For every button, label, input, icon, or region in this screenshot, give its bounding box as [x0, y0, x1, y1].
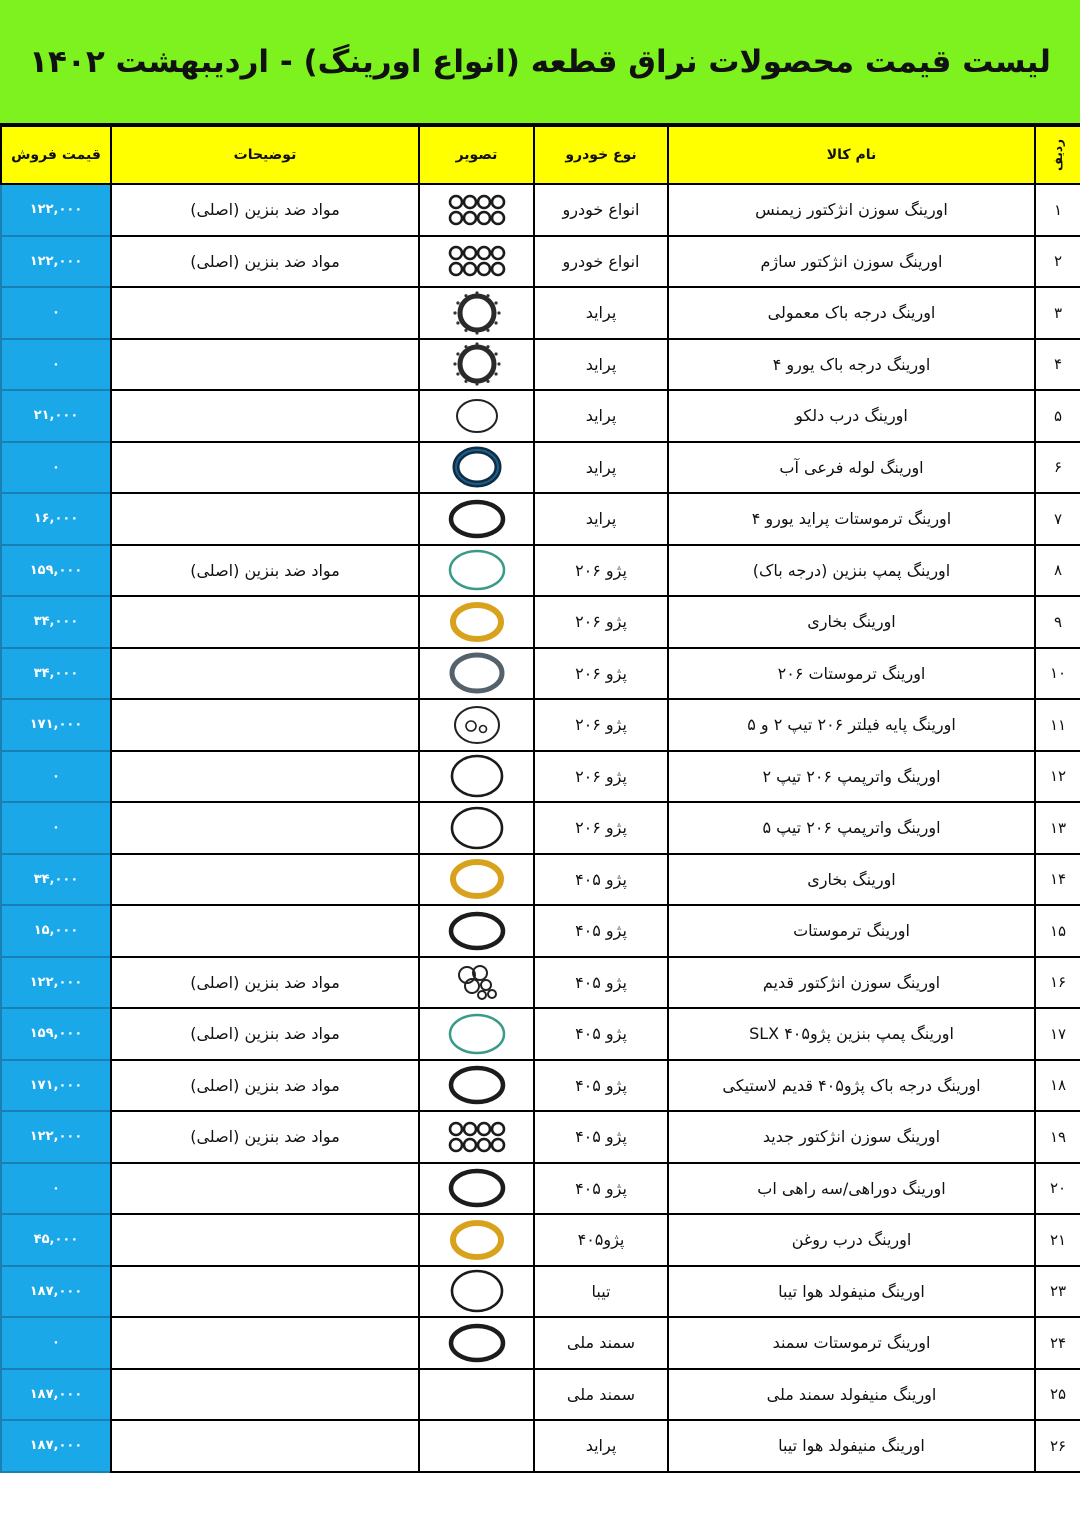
row-number: ۷ [1035, 493, 1080, 545]
description [111, 390, 419, 442]
price-table [0, 125, 1080, 1473]
header-description: توضیحات [111, 126, 419, 184]
vehicle-type: سمند ملی [534, 1369, 668, 1421]
product-name: اورینگ درجه باک پژو۴۰۵ قدیم لاستیکی [668, 1060, 1035, 1112]
sale-price: ۰ [1, 751, 111, 803]
product-name: اورینگ پمپ بنزین (درجه باک) [668, 545, 1035, 597]
row-number: ۱ [1035, 184, 1080, 236]
product-name: اورینگ واترپمپ ۲۰۶ تیپ ۵ [668, 802, 1035, 854]
product-name: اورینگ درب روغن [668, 1214, 1035, 1266]
sale-price: ۱۲۲,۰۰۰ [1, 957, 111, 1009]
description [111, 1266, 419, 1318]
vehicle-type: پژو ۴۰۵ [534, 854, 668, 906]
yellow-oring-icon [420, 599, 533, 645]
description [111, 339, 419, 391]
vehicle-type: سمند ملی [534, 1317, 668, 1369]
gray-oring-icon [420, 650, 533, 696]
gasket-ring-icon [420, 341, 533, 387]
product-name: اورینگ درب دلکو [668, 390, 1035, 442]
product-name: اورینگ بخاری [668, 596, 1035, 648]
large-oring-icon [420, 753, 533, 799]
row-number: ۱۳ [1035, 802, 1080, 854]
row-number: ۲۰ [1035, 1163, 1080, 1215]
sale-price: ۰ [1, 287, 111, 339]
header-vehicle-type: نوع خودرو [534, 126, 668, 184]
product-image [419, 1266, 534, 1318]
row-number: ۲ [1035, 236, 1080, 288]
product-image [419, 390, 534, 442]
description: مواد ضد بنزین (اصلی) [111, 545, 419, 597]
product-name: اورینگ پایه فیلتر ۲۰۶ تیپ ۲ و ۵ [668, 699, 1035, 751]
row-number: ۲۳ [1035, 1266, 1080, 1318]
sale-price: ۰ [1, 802, 111, 854]
sale-price: ۱۲۲,۰۰۰ [1, 184, 111, 236]
product-image [419, 905, 534, 957]
product-name: اورینگ ترموستات ۲۰۶ [668, 648, 1035, 700]
vehicle-type: انواع خودرو [534, 236, 668, 288]
table-header-row [1, 126, 1080, 184]
product-image [419, 957, 534, 1009]
row-number: ۵ [1035, 390, 1080, 442]
row-number: ۶ [1035, 442, 1080, 494]
sale-price: ۱۵۹,۰۰۰ [1, 1008, 111, 1060]
product-name: اورینگ دوراهی/سه راهی اب [668, 1163, 1035, 1215]
row-number: ۳ [1035, 287, 1080, 339]
black-oring-icon [420, 908, 533, 954]
description [111, 1369, 419, 1421]
description [111, 1420, 419, 1472]
product-name: اورینگ درجه باک معمولی [668, 287, 1035, 339]
table-row [1, 1111, 1080, 1163]
table-row [1, 493, 1080, 545]
table-row [1, 545, 1080, 597]
description [111, 596, 419, 648]
sale-price: ۱۸۷,۰۰۰ [1, 1420, 111, 1472]
product-name: اورینگ ترموستات سمند [668, 1317, 1035, 1369]
product-image [419, 545, 534, 597]
vehicle-type: پراید [534, 390, 668, 442]
table-row [1, 854, 1080, 906]
description: مواد ضد بنزین (اصلی) [111, 236, 419, 288]
vehicle-type: پژو ۲۰۶ [534, 596, 668, 648]
product-image [419, 287, 534, 339]
description [111, 1163, 419, 1215]
small-oring-set-icon [420, 187, 533, 233]
black-oring-icon [420, 1165, 533, 1211]
description [111, 905, 419, 957]
description [111, 287, 419, 339]
oring-pile-icon [420, 959, 533, 1005]
description [111, 493, 419, 545]
row-number: ۹ [1035, 596, 1080, 648]
black-oring-icon [420, 496, 533, 542]
sale-price: ۱۵,۰۰۰ [1, 905, 111, 957]
header-image: تصویر [419, 126, 534, 184]
row-number: ۲۶ [1035, 1420, 1080, 1472]
vehicle-type: پژو ۴۰۵ [534, 1008, 668, 1060]
description: مواد ضد بنزین (اصلی) [111, 184, 419, 236]
large-oring-icon [420, 805, 533, 851]
row-number: ۱۰ [1035, 648, 1080, 700]
product-image [419, 442, 534, 494]
product-image [419, 236, 534, 288]
black-oring-icon [420, 1062, 533, 1108]
sale-price: ۱۷۱,۰۰۰ [1, 1060, 111, 1112]
product-image [419, 339, 534, 391]
sale-price: ۰ [1, 1163, 111, 1215]
product-name: اورینگ سوزن انژکتور زیمنس [668, 184, 1035, 236]
description [111, 699, 419, 751]
description [111, 751, 419, 803]
row-number: ۱۱ [1035, 699, 1080, 751]
product-name: اورینگ منیفولد هوا تیبا [668, 1420, 1035, 1472]
sale-price: ۳۴,۰۰۰ [1, 596, 111, 648]
vehicle-type: پراید [534, 493, 668, 545]
small-oring-set-icon [420, 1114, 533, 1160]
thick-blue-oring-icon [420, 444, 533, 490]
green-oring-icon [420, 547, 533, 593]
description [111, 442, 419, 494]
product-name: اورینگ واترپمپ ۲۰۶ تیپ ۲ [668, 751, 1035, 803]
sale-price: ۱۲۲,۰۰۰ [1, 1111, 111, 1163]
sale-price: ۲۱,۰۰۰ [1, 390, 111, 442]
header-sale-price: قیمت فروش [1, 126, 111, 184]
title-bar [0, 0, 1080, 125]
vehicle-type: پراید [534, 287, 668, 339]
sale-price: ۱۸۷,۰۰۰ [1, 1266, 111, 1318]
table-row [1, 1214, 1080, 1266]
product-image [419, 1111, 534, 1163]
product-image [419, 1163, 534, 1215]
sale-price: ۱۷۱,۰۰۰ [1, 699, 111, 751]
vehicle-type: پژو۴۰۵ [534, 1214, 668, 1266]
row-number: ۱۷ [1035, 1008, 1080, 1060]
product-name: اورینگ درجه باک یورو ۴ [668, 339, 1035, 391]
sale-price: ۱۶,۰۰۰ [1, 493, 111, 545]
row-number: ۸ [1035, 545, 1080, 597]
table-row [1, 1369, 1080, 1421]
product-name: اورینگ پمپ بنزین پژو۴۰۵ SLX [668, 1008, 1035, 1060]
row-number: ۱۲ [1035, 751, 1080, 803]
product-image [419, 1060, 534, 1112]
product-image [419, 1369, 534, 1421]
table-row [1, 802, 1080, 854]
description [111, 648, 419, 700]
sale-price: ۱۸۷,۰۰۰ [1, 1369, 111, 1421]
product-image [419, 1317, 534, 1369]
vehicle-type: پژو ۴۰۵ [534, 1060, 668, 1112]
page-title: لیست قیمت محصولات نراق قطعه (انواع اورینگ) - اردیبهشت ۱۴۰۲ [29, 43, 1051, 80]
vehicle-type: پژو ۴۰۵ [534, 905, 668, 957]
row-number: ۴ [1035, 339, 1080, 391]
product-image [419, 648, 534, 700]
product-name: اورینگ منیفولد هوا تیبا [668, 1266, 1035, 1318]
table-row [1, 236, 1080, 288]
table-row [1, 442, 1080, 494]
yellow-oring-icon [420, 856, 533, 902]
table-row [1, 905, 1080, 957]
row-number: ۲۵ [1035, 1369, 1080, 1421]
yellow-oring-icon [420, 1217, 533, 1263]
row-number: ۱۴ [1035, 854, 1080, 906]
table-row [1, 1060, 1080, 1112]
table-row [1, 1420, 1080, 1472]
vehicle-type: پژو ۲۰۶ [534, 545, 668, 597]
description: مواد ضد بنزین (اصلی) [111, 957, 419, 1009]
row-number: ۱۸ [1035, 1060, 1080, 1112]
header-row-number: ردیف [1035, 126, 1080, 184]
green-oring-icon [420, 1011, 533, 1057]
description: مواد ضد بنزین (اصلی) [111, 1008, 419, 1060]
product-image [419, 1214, 534, 1266]
vehicle-type: پژو ۲۰۶ [534, 802, 668, 854]
product-name: اورینگ سوزن انژکتور ساژم [668, 236, 1035, 288]
vehicle-type: پژو ۴۰۵ [534, 1163, 668, 1215]
sale-price: ۳۴,۰۰۰ [1, 854, 111, 906]
vehicle-type: پراید [534, 442, 668, 494]
product-name: اورینگ لوله فرعی آب [668, 442, 1035, 494]
large-oring-icon [420, 1268, 533, 1314]
sale-price: ۳۴,۰۰۰ [1, 648, 111, 700]
vehicle-type: تیبا [534, 1266, 668, 1318]
black-oring-icon [420, 1320, 533, 1366]
row-number: ۱۹ [1035, 1111, 1080, 1163]
table-row [1, 1163, 1080, 1215]
table-row [1, 648, 1080, 700]
table-row [1, 1008, 1080, 1060]
product-image [419, 751, 534, 803]
sale-price: ۰ [1, 442, 111, 494]
product-image [419, 493, 534, 545]
vehicle-type: پژو ۲۰۶ [534, 699, 668, 751]
table-row [1, 339, 1080, 391]
table-row [1, 287, 1080, 339]
sale-price: ۰ [1, 1317, 111, 1369]
description [111, 1317, 419, 1369]
product-image [419, 802, 534, 854]
table-row [1, 957, 1080, 1009]
thin-oring-icon [420, 393, 533, 439]
product-name: اورینگ ترموستات [668, 905, 1035, 957]
table-row [1, 596, 1080, 648]
row-number: ۲۴ [1035, 1317, 1080, 1369]
table-row [1, 1317, 1080, 1369]
vehicle-type: پژو ۲۰۶ [534, 751, 668, 803]
product-name: اورینگ سوزن انژکتور جدید [668, 1111, 1035, 1163]
product-image [419, 854, 534, 906]
description [111, 1214, 419, 1266]
sale-price: ۴۵,۰۰۰ [1, 1214, 111, 1266]
vehicle-type: انواع خودرو [534, 184, 668, 236]
sale-price: ۱۲۲,۰۰۰ [1, 236, 111, 288]
vehicle-type: پژو ۴۰۵ [534, 1111, 668, 1163]
filter-oring-set-icon [420, 702, 533, 748]
row-number: ۲۱ [1035, 1214, 1080, 1266]
row-number: ۱۵ [1035, 905, 1080, 957]
description [111, 802, 419, 854]
table-row [1, 699, 1080, 751]
product-image [419, 1420, 534, 1472]
header-product-name: نام کالا [668, 126, 1035, 184]
gasket-ring-icon [420, 290, 533, 336]
sale-price: ۰ [1, 339, 111, 391]
vehicle-type: پراید [534, 339, 668, 391]
product-image [419, 699, 534, 751]
product-image [419, 1008, 534, 1060]
description [111, 854, 419, 906]
table-row [1, 751, 1080, 803]
table-row [1, 1266, 1080, 1318]
vehicle-type: پژو ۴۰۵ [534, 957, 668, 1009]
row-number: ۱۶ [1035, 957, 1080, 1009]
description: مواد ضد بنزین (اصلی) [111, 1060, 419, 1112]
product-name: اورینگ بخاری [668, 854, 1035, 906]
product-image [419, 184, 534, 236]
product-name: اورینگ سوزن انژکتور قدیم [668, 957, 1035, 1009]
table-row [1, 390, 1080, 442]
product-name: اورینگ ترموستات پراید یورو ۴ [668, 493, 1035, 545]
vehicle-type: پراید [534, 1420, 668, 1472]
table-row [1, 184, 1080, 236]
product-name: اورینگ منیفولد سمند ملی [668, 1369, 1035, 1421]
product-image [419, 596, 534, 648]
vehicle-type: پژو ۲۰۶ [534, 648, 668, 700]
description: مواد ضد بنزین (اصلی) [111, 1111, 419, 1163]
sale-price: ۱۵۹,۰۰۰ [1, 545, 111, 597]
small-oring-set-icon [420, 238, 533, 284]
